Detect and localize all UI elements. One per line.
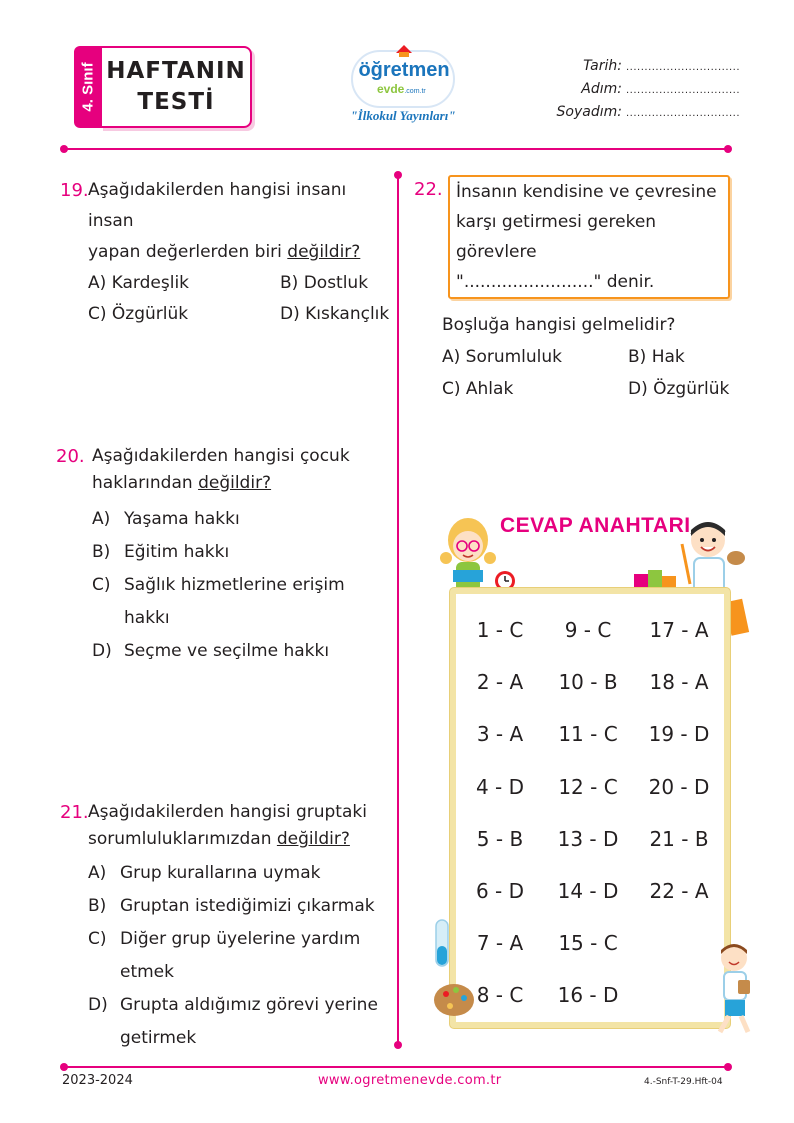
option-c[interactable]: C) Diğer grup üyelerine yardım xyxy=(88,929,361,949)
answer-cell: 17 - A xyxy=(649,618,709,643)
publisher-logo xyxy=(343,42,463,132)
date-row xyxy=(530,58,741,81)
house-roof-icon xyxy=(395,44,413,58)
footer-website-link[interactable]: www.ogretmenevde.com.tr xyxy=(318,1073,502,1088)
date-label: Tarih: xyxy=(583,58,622,74)
answer-cell: 16 - D xyxy=(557,983,619,1008)
negation-word: değildir? xyxy=(287,242,361,262)
answer-cell: 18 - A xyxy=(649,670,709,695)
running-boy-illustration xyxy=(708,942,758,1036)
answer-cell: 12 - C xyxy=(558,774,618,799)
divider-dot-right xyxy=(724,145,732,153)
answer-cell: 20 - D xyxy=(648,774,710,799)
answer-cell: 19 - D xyxy=(648,722,710,747)
options xyxy=(88,268,390,330)
options xyxy=(442,341,744,405)
answer-cell: 7 - A xyxy=(476,931,524,956)
footer-year: 2023-2024 xyxy=(62,1073,133,1088)
answer-cell: 3 - A xyxy=(476,722,524,747)
option-b[interactable]: B) Eğitim hakkı xyxy=(92,542,230,562)
option-d[interactable]: D) Seçme ve seçilme hakkı xyxy=(92,641,330,661)
negation-word: değildir? xyxy=(198,473,272,493)
option-d-continued: getirmek xyxy=(120,1028,197,1048)
answer-cell: 14 - D xyxy=(557,879,619,904)
footer-divider xyxy=(64,1066,728,1068)
option-d[interactable]: D) Özgürlük xyxy=(628,379,730,399)
question-text: Aşağıdakilerden hangisi gruptaki sorumluluklarımızdan değildir? xyxy=(88,802,367,849)
option-a[interactable]: A) Kardeşlik xyxy=(88,273,190,293)
name-label: Adım: xyxy=(581,81,622,97)
options xyxy=(88,857,390,1055)
option-c-continued: etmek xyxy=(120,962,174,982)
name-field[interactable]: ............................... xyxy=(626,85,741,96)
answer-cell: 4 - D xyxy=(475,774,525,799)
option-b[interactable]: B) Hak xyxy=(628,347,685,367)
question-number: 20. xyxy=(56,446,85,467)
page-title xyxy=(100,46,252,128)
option-a[interactable]: A) Sorumluluk xyxy=(442,347,563,367)
logo-brand: öğretmen xyxy=(358,59,450,81)
answer-cell: 5 - B xyxy=(476,826,524,851)
answer-cell: 2 - A xyxy=(476,670,524,695)
option-b[interactable]: B) Gruptan istediğimizi çıkarmak xyxy=(88,896,375,916)
negation-word: değildir? xyxy=(276,829,350,849)
option-a[interactable]: A) Grup kurallarına uymak xyxy=(88,863,321,883)
option-d[interactable]: D) Grupta aldığımız görevi yerine xyxy=(88,995,378,1015)
palette-icon xyxy=(430,974,478,1024)
question-19 xyxy=(60,175,390,330)
option-a[interactable]: A) Yaşama hakkı xyxy=(92,509,240,529)
question-text: Boşluğa hangisi gelmelidir? xyxy=(442,315,676,335)
question-22 xyxy=(414,175,744,405)
option-c-continued: hakkı xyxy=(124,608,170,628)
question-21 xyxy=(60,796,390,1055)
answer-cell: 22 - A xyxy=(649,879,709,904)
answer-key-grid xyxy=(458,604,724,1022)
answer-cell: 8 - C xyxy=(476,983,524,1008)
question-number: 19. xyxy=(60,180,89,201)
grade-tab xyxy=(74,46,102,128)
name-row xyxy=(530,81,741,104)
option-c[interactable]: C) Özgürlük xyxy=(88,304,189,324)
column-dot-bottom xyxy=(394,1041,402,1049)
logo-sub: evde.com.tr xyxy=(377,82,426,96)
answer-cell: 21 - B xyxy=(649,826,709,851)
answer-key-title: CEVAP ANAHTARI xyxy=(500,514,691,537)
question-text: Aşağıdakilerden hangisi çocuk haklarından değildir? xyxy=(92,446,350,493)
question-number: 21. xyxy=(60,802,89,823)
option-b[interactable]: B) Dostluk xyxy=(280,273,369,293)
answer-cell: 13 - D xyxy=(557,826,619,851)
title-line-1: HAFTANIN xyxy=(106,58,246,84)
title-line-2: TESTİ xyxy=(137,89,215,115)
surname-label: Soyadım: xyxy=(556,104,622,120)
option-c[interactable]: C) Ahlak xyxy=(442,379,514,399)
footer-dot-right xyxy=(724,1063,732,1071)
header-divider xyxy=(64,148,728,150)
answer-cell: 11 - C xyxy=(558,722,618,747)
student-info xyxy=(530,58,741,127)
surname-row xyxy=(530,104,741,127)
option-c[interactable]: C) Sağlık hizmetlerine erişim xyxy=(92,575,345,595)
option-d[interactable]: D) Kıskançlık xyxy=(280,304,390,324)
answer-cell: 10 - B xyxy=(558,670,618,695)
options xyxy=(92,503,386,668)
divider-dot-left xyxy=(60,145,68,153)
answer-cell: 15 - C xyxy=(558,931,618,956)
grade-label: 4. Sınıf xyxy=(79,62,97,112)
surname-field[interactable]: ............................... xyxy=(626,108,741,119)
answer-cell: 1 - C xyxy=(476,618,524,643)
test-tube-icon xyxy=(428,916,456,974)
column-divider xyxy=(397,175,399,1045)
question-text: Aşağıdakilerden hangisi insanı insan yapan değerlerden biri değildir? xyxy=(88,180,361,262)
logo-tagline: "İlkokul Yayınları" xyxy=(350,108,456,123)
definition-box: İnsanın kendisine ve çevresine karşı getirmesi gereken görevlere "........................" denir. xyxy=(448,175,730,299)
footer-document-code: 4.-Snf-T-29.Hft-04 xyxy=(644,1077,723,1087)
footer-dot-left xyxy=(60,1063,68,1071)
column-dot-top xyxy=(394,171,402,179)
answer-cell: 9 - C xyxy=(564,618,612,643)
question-number: 22. xyxy=(414,179,443,200)
date-field[interactable]: ............................... xyxy=(626,62,741,73)
answer-cell: 6 - D xyxy=(475,879,525,904)
question-20 xyxy=(56,440,386,668)
